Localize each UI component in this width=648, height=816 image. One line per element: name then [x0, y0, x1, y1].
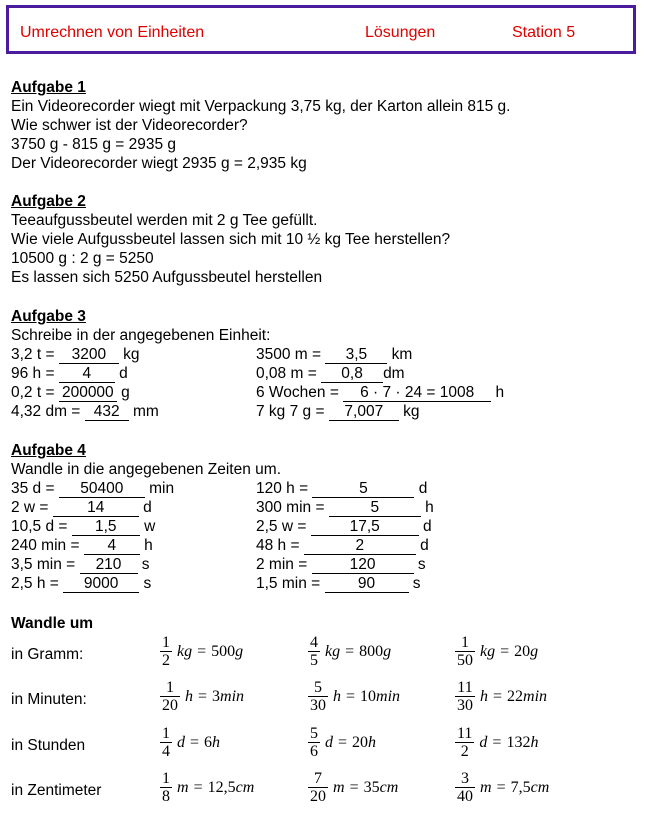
- fraction-unit: h: [185, 687, 193, 705]
- convert-row-label: in Gramm:: [11, 646, 84, 663]
- task-3-intro: Schreibe in der angegebenen Einheit:: [11, 327, 271, 344]
- task-1-line: Der Videorecorder wiegt 2935 g = 2,935 kg: [11, 155, 307, 172]
- result-value: 20: [514, 642, 531, 660]
- fraction: [160, 634, 172, 669]
- result-unit: g: [530, 642, 539, 660]
- fraction-unit: kg: [325, 642, 341, 660]
- fraction-denominator: 8: [162, 788, 170, 805]
- worksheet-header: [6, 5, 636, 54]
- task-3-item: 0,2 t = 200000 g: [11, 384, 130, 401]
- fraction: [455, 770, 475, 805]
- equals-sign: =: [346, 687, 356, 705]
- task-2-line: Es lassen sich 5250 Aufgussbeutel herstellen: [11, 269, 323, 286]
- fraction-equation: [455, 725, 538, 760]
- equals-sign: =: [345, 642, 355, 660]
- task-4-heading: Aufgabe 4: [11, 442, 86, 459]
- task-4-item: 240 min = 4 h: [11, 537, 153, 554]
- fraction-numerator: 7: [314, 770, 322, 787]
- result-value: 800: [359, 642, 384, 660]
- result-unit: h: [368, 733, 377, 751]
- fraction-denominator: 6: [310, 743, 318, 760]
- convert-row-label: in Stunden: [11, 737, 86, 754]
- result-value: 6: [204, 733, 213, 751]
- fraction: [160, 679, 180, 714]
- result-unit: cm: [235, 778, 255, 796]
- fraction-unit: m: [480, 778, 492, 796]
- task-1-heading: Aufgabe 1: [11, 79, 86, 96]
- result-value: 132: [506, 733, 531, 751]
- result-unit: h: [212, 733, 221, 751]
- result-unit: cm: [530, 778, 550, 796]
- fraction-numerator: 4: [310, 634, 318, 651]
- task-2-heading: Aufgabe 2: [11, 193, 86, 210]
- station-label: Station 5: [512, 24, 576, 41]
- fraction-unit: h: [480, 687, 488, 705]
- task-4-item: 35 d = 50400 min: [11, 480, 175, 497]
- worksheet-title: Umrechnen von Einheiten: [20, 24, 205, 41]
- convert-heading: Wandle um: [11, 615, 94, 632]
- fraction: [160, 725, 172, 760]
- equals-sign: =: [500, 642, 510, 660]
- fraction-denominator: 20: [162, 697, 178, 714]
- fraction-unit: d: [479, 733, 488, 751]
- fraction-unit: h: [333, 687, 341, 705]
- fraction-equation: [455, 679, 547, 714]
- equals-sign: =: [492, 733, 502, 751]
- fraction-denominator: 5: [310, 652, 318, 669]
- result-value: 500: [211, 642, 236, 660]
- fraction-denominator: 20: [310, 788, 326, 805]
- task-3-item: 3,2 t = 3200 kg: [11, 346, 140, 363]
- task-3-item: 6 Wochen = 6 · 7 · 24 = 1008 h: [256, 384, 505, 401]
- fraction-unit: m: [333, 778, 345, 796]
- fraction-unit: d: [177, 733, 185, 751]
- fraction: [455, 725, 474, 760]
- fraction-numerator: 1: [162, 725, 170, 742]
- task-4-intro: Wandle in die angegebenen Zeiten um.: [11, 461, 282, 478]
- task-3-item: 7 kg 7 g = 7,007 kg: [256, 403, 420, 420]
- task-2-line: Wie viele Aufgussbeutel lassen sich mit 10 ½ kg Tee herstellen?: [11, 231, 451, 248]
- fraction: [308, 634, 320, 669]
- fraction-numerator: 1: [461, 634, 469, 651]
- task-3-heading: Aufgabe 3: [11, 308, 86, 325]
- fraction-numerator: 3: [461, 770, 469, 787]
- fraction-unit: kg: [177, 642, 193, 660]
- result-unit: h: [530, 733, 539, 751]
- task-4-item: 48 h = 2 d: [256, 537, 429, 554]
- result-value: 35: [363, 778, 380, 796]
- task-2-line: Teeaufgussbeutel werden mit 2 g Tee gefüllt.: [11, 212, 318, 229]
- task-4-item: 2 min = 120 s: [256, 556, 426, 573]
- result-value: 10: [360, 687, 377, 705]
- task-4-item: 10,5 d = 1,5 w: [11, 518, 156, 535]
- task-4-item: 3,5 min = 210 s: [11, 556, 150, 573]
- fraction-numerator: 5: [310, 725, 318, 742]
- solutions-label: Lösungen: [365, 24, 436, 41]
- task-4-item: 300 min = 5 h: [256, 499, 434, 516]
- fraction: [308, 770, 328, 805]
- task-4-item: 120 h = 5 d: [256, 480, 428, 497]
- equals-sign: =: [193, 778, 203, 796]
- fraction-equation: [160, 725, 220, 760]
- task-2-line: 10500 g : 2 g = 5250: [11, 250, 154, 267]
- fraction: [308, 679, 328, 714]
- task-4-item: 2,5 w = 17,5 d: [256, 518, 432, 535]
- fraction-equation: [160, 770, 254, 805]
- equals-sign: =: [493, 687, 503, 705]
- equals-sign: =: [197, 642, 207, 660]
- result-value: 7,5: [510, 778, 531, 796]
- fraction-equation: [308, 679, 400, 714]
- fraction-equation: [160, 634, 243, 669]
- result-unit: min: [523, 687, 548, 705]
- result-unit: min: [376, 687, 401, 705]
- task-4-item: 2,5 h = 9000 s: [11, 575, 152, 592]
- result-unit: min: [220, 687, 245, 705]
- result-value: 3: [212, 687, 221, 705]
- fraction-denominator: 4: [162, 743, 170, 760]
- equals-sign: =: [190, 733, 200, 751]
- result-value: 12,5: [207, 778, 236, 796]
- task-1-line: Wie schwer ist der Videorecorder?: [11, 117, 248, 134]
- fraction-denominator: 50: [457, 652, 473, 669]
- fraction-denominator: 2: [460, 743, 469, 760]
- equals-sign: =: [349, 778, 359, 796]
- task-4-item: 1,5 min = 90 s: [256, 575, 421, 592]
- fraction-denominator: 40: [457, 788, 473, 805]
- task-3-item: 0,08 m = 0,8 dm: [256, 365, 405, 382]
- fraction-unit: m: [177, 778, 189, 796]
- result-unit: g: [235, 642, 244, 660]
- convert-row-label: in Zentimeter: [11, 782, 102, 799]
- task-4-item: 2 w = 14 d: [11, 499, 152, 516]
- fraction-equation: [308, 634, 391, 669]
- fraction-denominator: 30: [310, 697, 326, 714]
- fraction-denominator: 2: [162, 652, 170, 669]
- fraction-equation: [308, 770, 398, 805]
- equals-sign: =: [496, 778, 506, 796]
- fraction-numerator: 1: [166, 679, 174, 696]
- result-value: 22: [507, 687, 524, 705]
- fraction-numerator: 1: [162, 634, 170, 651]
- fraction-numerator: 11: [457, 725, 473, 742]
- fraction-equation: [455, 634, 538, 669]
- task-1-line: Ein Videorecorder wiegt mit Verpackung 3,75 kg, der Karton allein 815 g.: [11, 98, 511, 115]
- result-unit: g: [383, 642, 392, 660]
- fraction: [160, 770, 172, 805]
- fraction-equation: [160, 679, 244, 714]
- fraction: [308, 725, 320, 760]
- fraction-equation: [455, 770, 549, 805]
- equals-sign: =: [198, 687, 208, 705]
- fraction-numerator: 1: [162, 770, 170, 787]
- fraction-numerator: 11: [457, 679, 473, 696]
- fraction-unit: kg: [480, 642, 496, 660]
- fraction-denominator: 30: [457, 697, 473, 714]
- equals-sign: =: [338, 733, 348, 751]
- fraction: [455, 679, 475, 714]
- fraction-numerator: 5: [314, 679, 322, 696]
- task-3-item: 4,32 dm = 432 mm: [11, 403, 159, 420]
- result-value: 20: [352, 733, 369, 751]
- convert-row-label: in Minuten:: [11, 691, 87, 708]
- fraction-equation: [308, 725, 376, 760]
- task-3-item: 3500 m = 3,5 km: [256, 346, 413, 363]
- fraction: [455, 634, 475, 669]
- task-1-line: 3750 g - 815 g = 2935 g: [11, 136, 177, 153]
- task-3-item: 96 h = 4 d: [11, 365, 128, 382]
- fraction-unit: d: [325, 733, 333, 751]
- result-unit: cm: [379, 778, 399, 796]
